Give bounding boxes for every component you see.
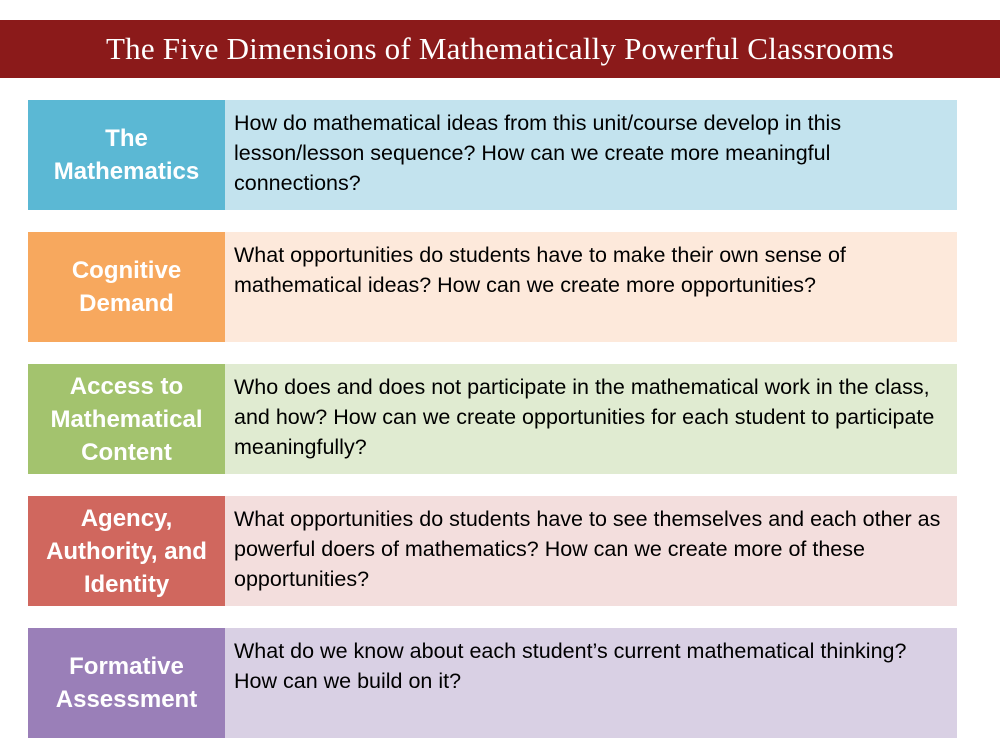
dimension-row-formative-assessment bbox=[28, 628, 957, 738]
dimension-label: Formative Assessment bbox=[55, 653, 198, 713]
dimension-label-cell bbox=[28, 364, 225, 474]
dimension-description: What opportunities do students have to make their own sense of mathematical ideas? How can we create more opportunities? bbox=[225, 232, 957, 342]
dimension-row-cognitive-demand bbox=[28, 232, 957, 342]
title-bar bbox=[0, 20, 1000, 78]
dimension-label-cell bbox=[28, 232, 225, 342]
page-title: The Five Dimensions of Mathematically Powerful Classrooms bbox=[105, 31, 894, 66]
dimension-label: The Mathematics bbox=[53, 125, 200, 185]
dimension-label: Cognitive Demand bbox=[71, 257, 182, 317]
dimension-label-cell bbox=[28, 628, 225, 738]
dimension-description: What opportunities do students have to see themselves and each other as powerful doers of mathematics? How can we create more of these opportunities? bbox=[225, 496, 957, 606]
dimension-label: Agency, Authority, and Identity bbox=[46, 504, 207, 598]
dimension-label-cell bbox=[28, 496, 225, 606]
dimension-description: How do mathematical ideas from this unit/course develop in this lesson/lesson sequence? How can we create more meaningful connections? bbox=[225, 100, 957, 210]
dimension-label: Access to Mathematical Content bbox=[50, 372, 203, 466]
dimension-row-agency bbox=[28, 496, 957, 606]
dimension-row-mathematics bbox=[28, 100, 957, 210]
dimension-description: What do we know about each student’s current mathematical thinking? How can we build on it? bbox=[225, 628, 957, 738]
dimension-description: Who does and does not participate in the mathematical work in the class, and how? How can we create opportunities for each student to participate meaningfully? bbox=[225, 364, 957, 474]
dimension-row-access bbox=[28, 364, 957, 474]
dimension-label-cell bbox=[28, 100, 225, 210]
